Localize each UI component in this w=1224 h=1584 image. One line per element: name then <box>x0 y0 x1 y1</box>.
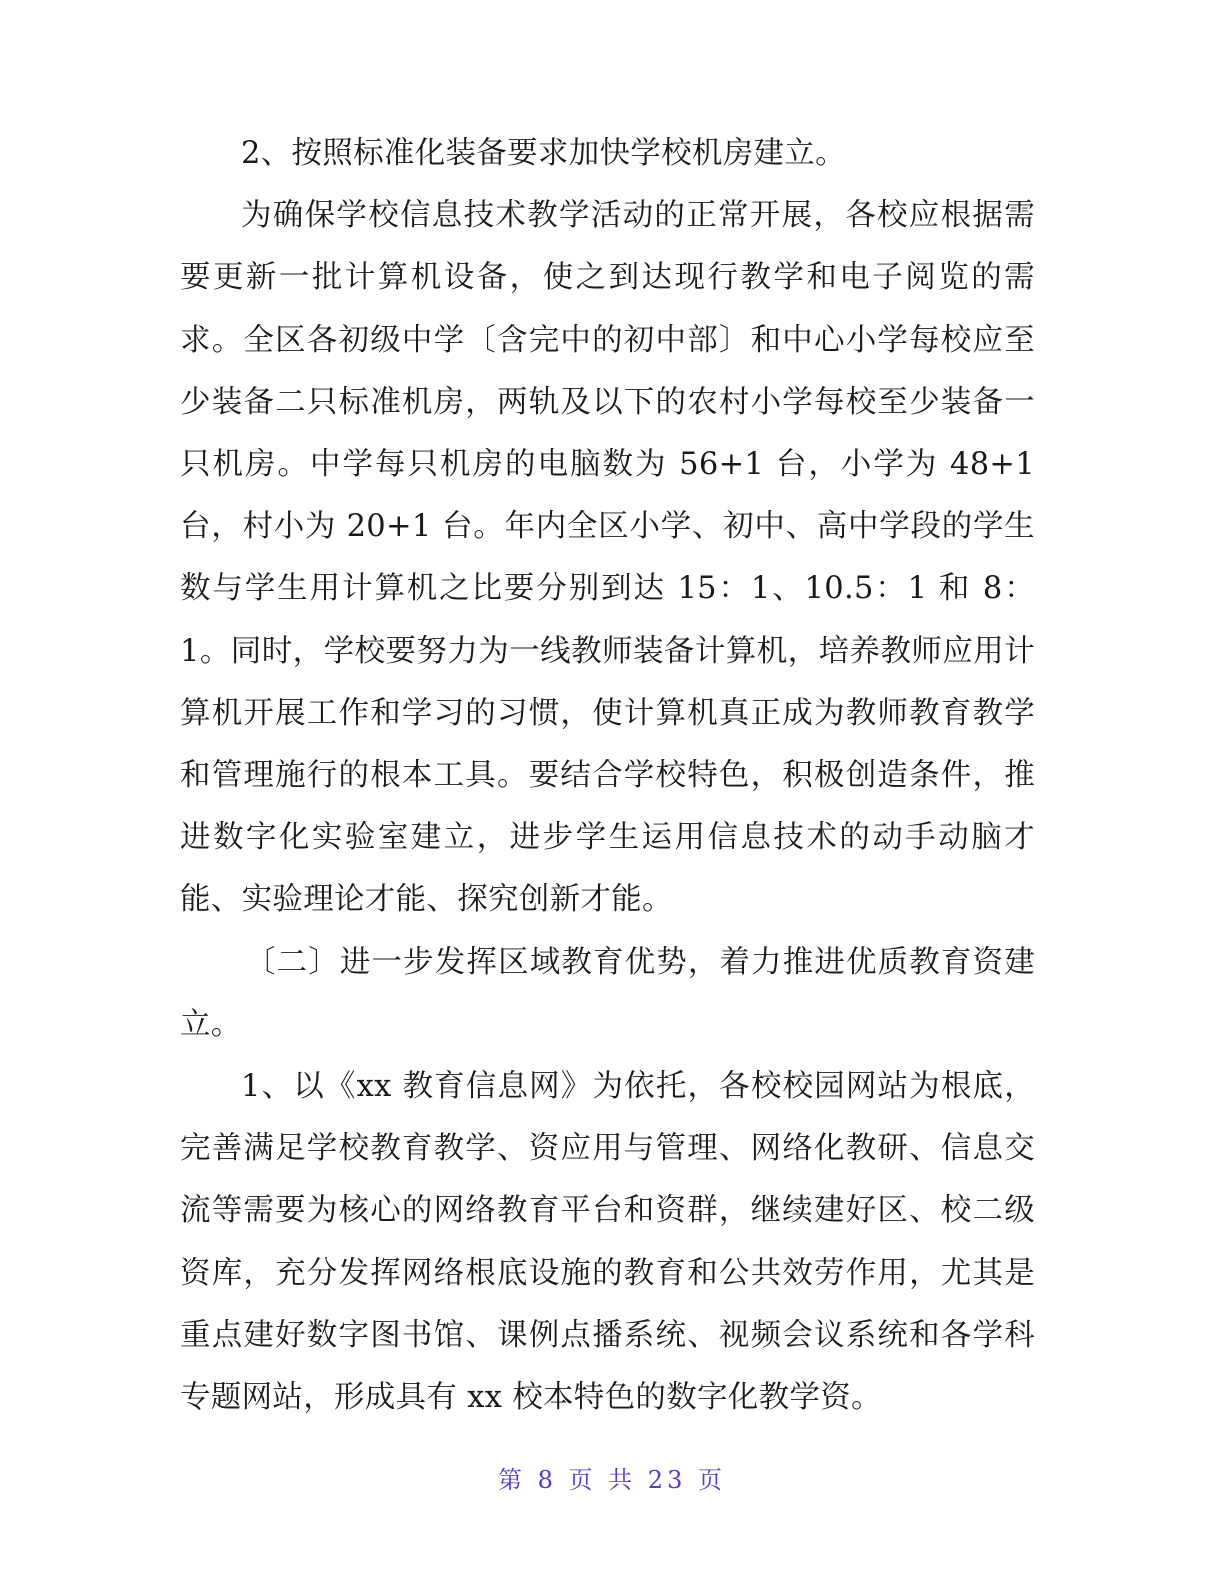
paragraph-section-two: 〔二〕进一步发挥区域教育优势，着力推进优质教育资建立。 <box>180 944 1035 1042</box>
paragraph-network-platform: 1、以《xx 教育信息网》为依托，各校校园网站为根底，完善满足学校教育教学、资应用与管理、网络化教研、信息交流等需要为核心的网络教育平台和资群，继续建好区、校二级资库，充分发挥网络根底设施的教育和公共效劳作用，尤其是重点建好数字图书馆、课例点播系统、视频会议系统和各学科专题网站，形成具有 xx 校本特色的数字化教学资。 <box>180 1069 1035 1416</box>
document-body <box>180 123 1035 1429</box>
paragraph-computer-rooms: 为确保学校信息技术教学活动的正常开展，各校应根据需要更新一批计算机设备，使之到达现行教学和电子阅览的需求。全区各初级中学〔含完中的初中部〕和中心小学每校应至少装备二只标准机房，两轨及以下的农村小学每校至少装备一只机房。中学每只机房的电脑数为 56+1 台，小学为 48+1 台，村小为 20+1 台。年内全区小学、初中、高中学段的学生数与学生用计算机之比要分别到达 15：1、10.5：1 和 8：1。同时，学校要努力为一线教师装备计算机，培养教师应用计算机开展工作和学习的习惯，使计算机真正成为教师教育教学和管理施行的根本工具。要结合学校特色，积极创造条件，推进数字化实验室建立，进步学生运用信息技术的动手动脑才能、实验理论才能、探究创新才能。 <box>180 198 1035 918</box>
paragraph-heading-2: 2、按照标准化装备要求加快学校机房建立。 <box>241 136 846 171</box>
page-number-footer: 第 8 页 共 23 页 <box>498 1466 726 1494</box>
